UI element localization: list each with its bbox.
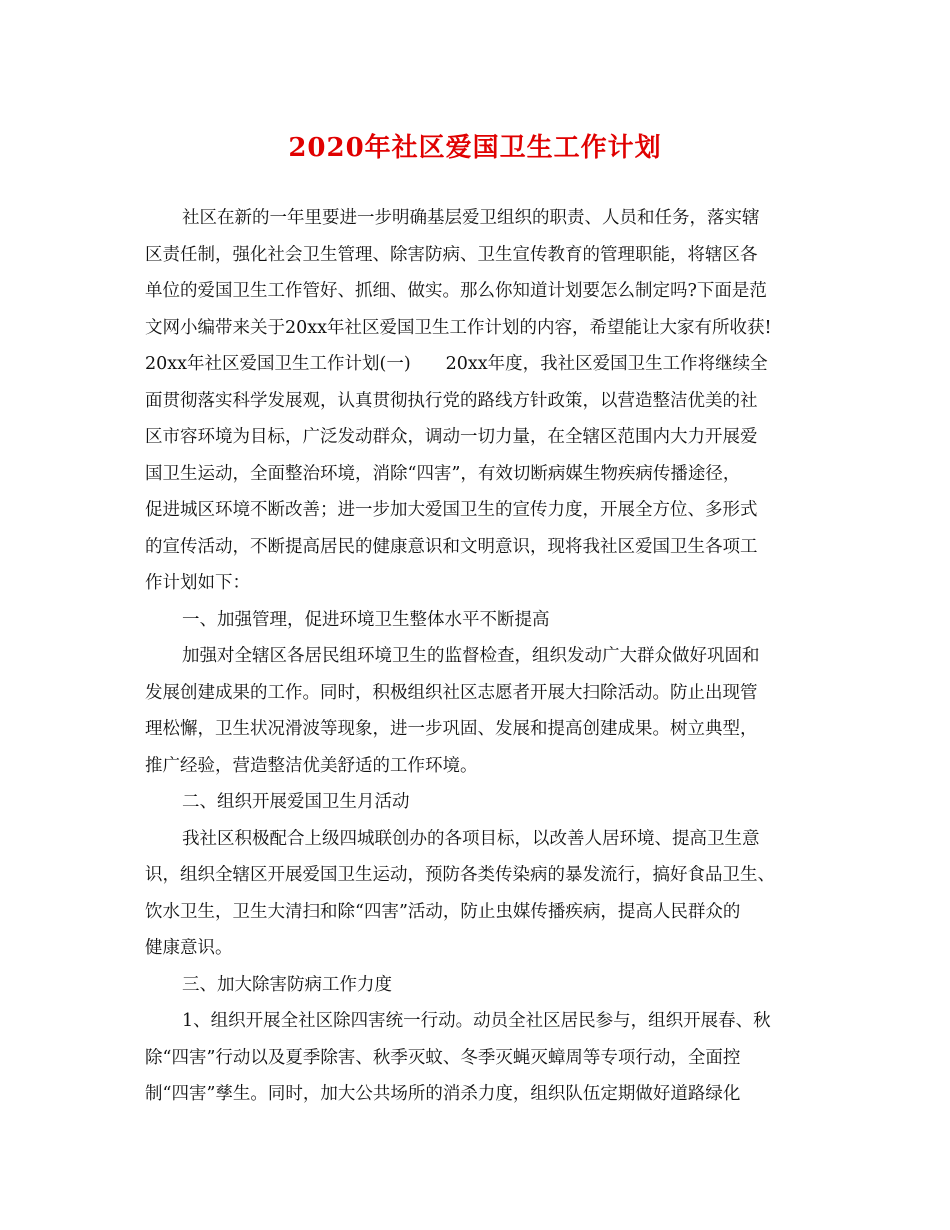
body-line: 识，组织全辖区开展爱国卫生运动，预防各类传染病的暴发流行，搞好食品卫生、: [145, 865, 775, 885]
body-line: 一、加强管理，促进环境卫生整体水平不断提高: [182, 609, 550, 630]
body-line: 饮水卫生，卫生大清扫和除“四害”活动，防止虫媒传播疾病，提高人民群众的: [145, 901, 741, 922]
body-line: 加强对全辖区各居民组环境卫生的监督检查，组织发动广大群众做好巩固和: [182, 646, 760, 666]
body-line: 国卫生运动，全面整治环境，消除“四害”，有效切断病媒生物疾病传播途径，: [145, 463, 741, 484]
body-line: 区责任制，强化社会卫生管理、除害防病、卫生宣传教育的管理职能，将辖区各: [145, 244, 758, 265]
body-line: 社区在新的一年里要进一步明确基层爱卫组织的职责、人员和任务，落实辖: [182, 208, 760, 228]
body-line: 三、加大除害防病工作力度: [182, 974, 392, 995]
body-line: 单位的爱国卫生工作管好、抓细、做实。那么你知道计划要怎么制定吗?下面是范: [145, 281, 767, 301]
body-line: 制“四害”孳生。同时，加大公共场所的消杀力度，组织队伍定期做好道路绿化: [145, 1084, 741, 1104]
body-line: 区市容环境为目标，广泛发动群众，调动一切力量，在全辖区范围内大力开展爱: [145, 427, 758, 447]
body-line: 健康意识。: [145, 938, 233, 958]
body-line: 除“四害”行动以及夏季除害、秋季灭蚊、冬季灭蝇灭蟑周等专项行动，全面控: [145, 1047, 741, 1068]
body-line: 我社区积极配合上级四城联创办的各项目标，以改善人居环境、提高卫生意: [182, 828, 760, 849]
body-line: 文网小编带来关于20xx年社区爱国卫生工作计划的内容，希望能让大家有所收获!: [145, 317, 772, 338]
body-line: 促进城区环境不断改善；进一步加大爱国卫生的宣传力度，开展全方位、多形式: [145, 500, 758, 520]
body-line: 发展创建成果的工作。同时，积极组织社区志愿者开展大扫除活动。防止出现管: [145, 682, 758, 703]
body-line: 理松懈，卫生状况滑波等现象，进一步巩固、发展和提高创建成果。树立典型，: [145, 719, 758, 739]
body-line: 二、组织开展爱国卫生月活动: [182, 792, 410, 812]
body-line: 20xx年社区爱国卫生工作计划(一) 20xx年度，我社区爱国卫生工作将继续全: [145, 354, 768, 374]
document-body: [145, 200, 805, 1113]
body-line: 1、组织开展全社区除四害统一行动。动员全社区居民参与，组织开展春、秋: [182, 1011, 771, 1031]
body-line: 作计划如下：: [145, 573, 250, 593]
document-title: 2020年社区爱国卫生工作计划: [288, 133, 662, 163]
body-line: 面贯彻落实科学发展观，认真贯彻执行党的路线方针政策，以营造整洁优美的社: [145, 390, 758, 411]
body-line: 的宣传活动，不断提高居民的健康意识和文明意识，现将我社区爱国卫生各项工: [145, 536, 758, 557]
body-line: 推广经验，营造整洁优美舒适的工作环境。: [145, 755, 478, 776]
